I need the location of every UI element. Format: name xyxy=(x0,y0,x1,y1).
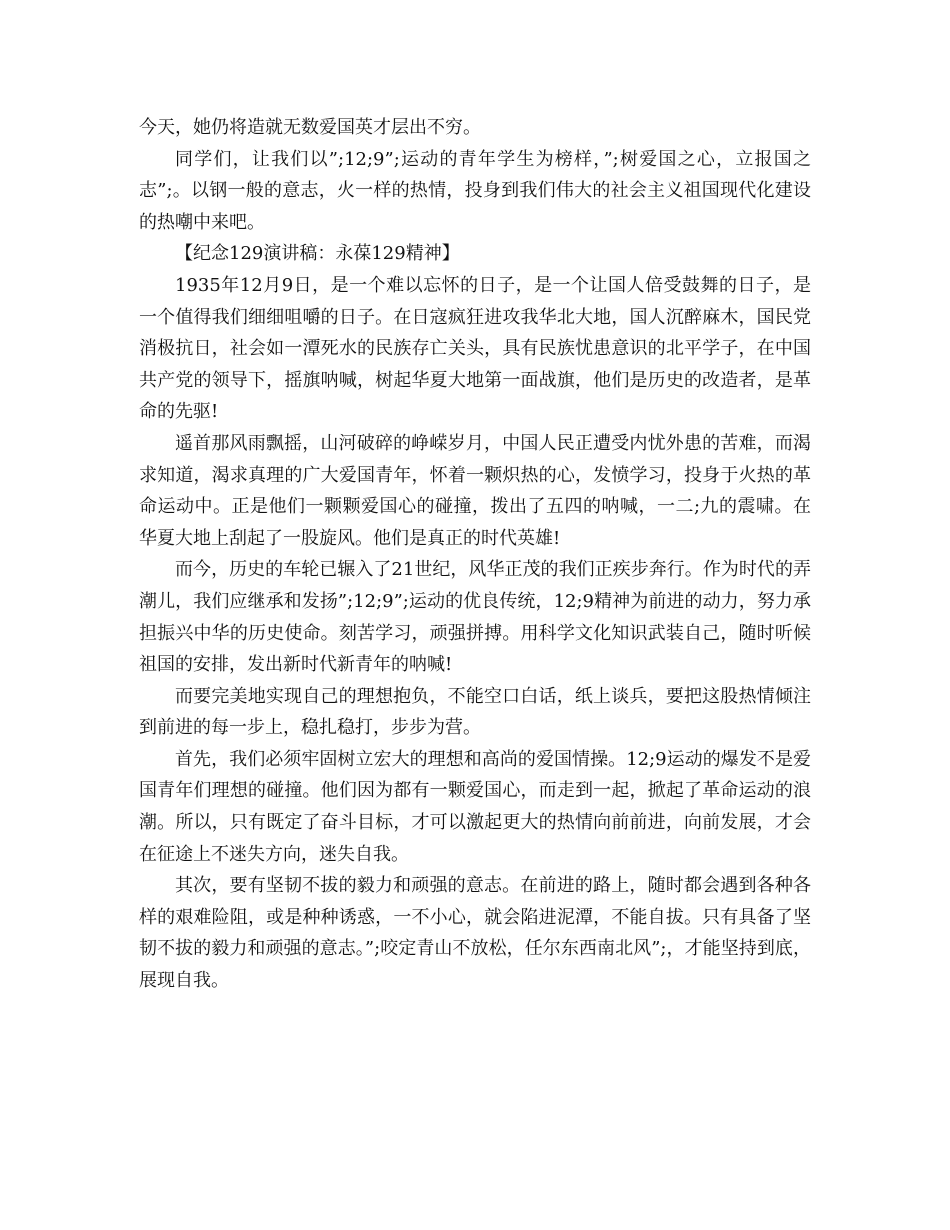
paragraph-history: 1935年12月9日，是一个难以忘怀的日子，是一个让国人倍受鼓舞的日子，是一个值得我们细细咀嚼的日子。在日寇疯狂进攻我华北大地，国人沉醉麻木，国民党消极抗日，社会如一潭死水的民族存亡关头，具有民族忧患意识的北平学子，在中国共产党的领导下，摇旗呐喊，树起华夏大地第一面战旗，他们是历史的改造者，是革命的先驱! xyxy=(139,274,811,423)
paragraph-ambition: 而要完美地实现自己的理想抱负，不能空口白话，纸上谈兵，要把这股热情倾注到前进的每一步上，稳扎稳打，步步为营。 xyxy=(139,685,811,739)
paragraph-present: 而今，历史的车轮已辗入了21世纪，风华正茂的我们正疾步奔行。作为时代的弄潮儿，我们应继承和发扬”;12;9”;运动的优良传统，12;9精神为前进的动力，努力承担振兴中华的历史使命。刻苦学习，顽强拼搏。用科学文化知识武装自己，随时听候祖国的安排，发出新时代新青年的呐喊! xyxy=(139,559,811,676)
paragraph-second-point: 其次，要有坚韧不拔的毅力和顽强的意志。在前进的路上，随时都会遇到各种各样的艰难险阻，或是种种诱惑，一不小心，就会陷进泥潭，不能自拔。只有具备了坚韧不拔的毅力和顽强的意志。”;咬定青山不放松，任尔东西南北风”;，才能坚持到底，展现自我。 xyxy=(139,875,811,992)
paragraph-continuation: 今天，她仍将造就无数爱国英才层出不穷。 xyxy=(139,117,481,138)
paragraph-first-point: 首先，我们必须牢固树立宏大的理想和高尚的爱国情操。12;9运动的爆发不是爱国青年们理想的碰撞。他们因为都有一颗爱国心，而走到一起，掀起了革命运动的浪潮。所以，只有既定了奋斗目标，才可以激起更大的热情向前前进，向前发展，才会在征途上不迷失方向，迷失自我。 xyxy=(139,748,811,865)
paragraph-call-to-action: 同学们，让我们以”;12;9”;运动的青年学生为榜样，”;树爱国之心，立报国之志”;。以钢一般的意志，火一样的热情，投身到我们伟大的社会主义祖国现代化建设的热嘲中来吧。 xyxy=(139,148,811,233)
paragraph-recollection: 遥首那风雨飘摇，山河破碎的峥嵘岁月，中国人民正遭受内忧外患的苦难，而渴求知道，渴求真理的广大爱国青年，怀着一颗炽热的心，发愤学习，投身于火热的革命运动中。正是他们一颗颗爱国心的碰撞，拨出了五四的呐喊，一二;九的震啸。在华夏大地上刮起了一股旋风。他们是真正的时代英雄! xyxy=(139,432,811,549)
section-heading: 【纪念129演讲稿：永葆129精神】 xyxy=(175,243,460,265)
document-body xyxy=(139,112,811,997)
